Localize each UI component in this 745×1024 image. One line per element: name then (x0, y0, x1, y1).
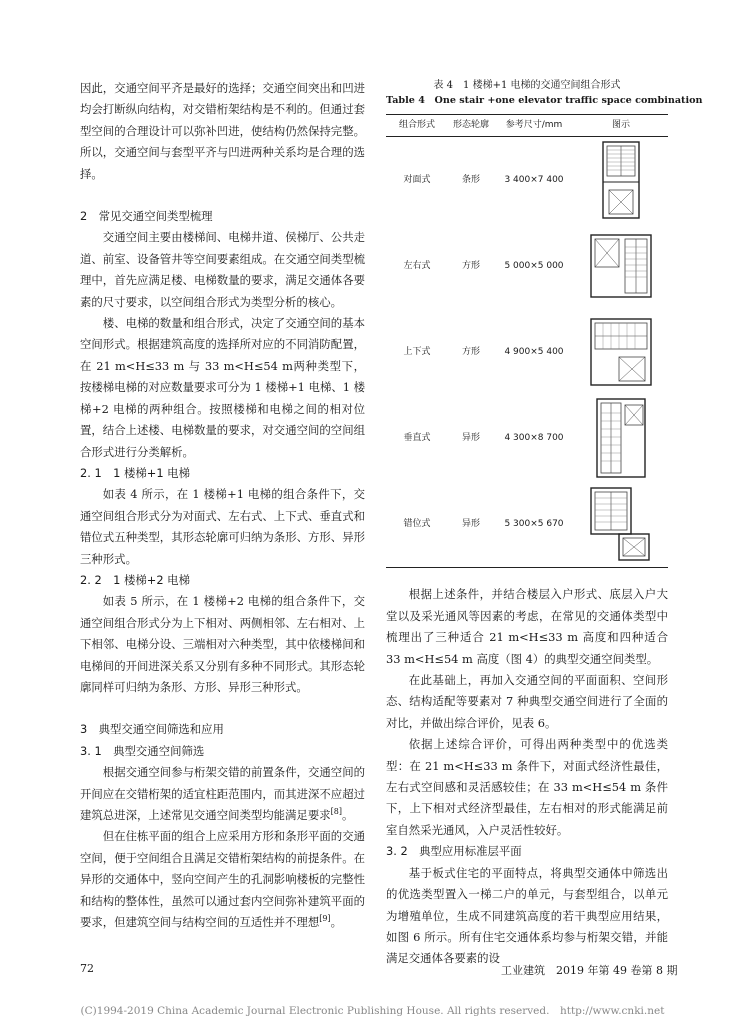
section-heading: 2 常见交通空间类型梳理 (80, 209, 213, 224)
diagram-cell (574, 309, 668, 395)
size-cell: 3 400×7 400 (504, 174, 564, 185)
left-right-plan-diagram (589, 233, 653, 299)
header-cell: 形态轮廓 (448, 115, 494, 137)
diagram-cell (574, 223, 668, 309)
subsection-heading: 2. 2 1 楼梯+2 电梯 (80, 572, 190, 587)
paragraph: 因此，交通空间平齐是最好的选择；交通空间突出和凹进均会打断纵向结构，对交错桁架结构是不利的。但通过套型空间的合理设计可以弥补凹进，使结构仍然保持完整。所以，交通空间与套型平齐与凹进两种关系均是合理的选择。 (80, 81, 365, 181)
subsection-heading: 3. 1 典型交通空间筛选 (80, 743, 205, 758)
diagram-cell (574, 395, 668, 481)
left-column (80, 78, 365, 933)
outline-cell: 异形 (448, 481, 494, 568)
paragraph: 基于板式住宅的平面特点，将典型交通体中筛选出的优选类型置入一梯二户的单元，与套型组合，以单元为增殖单位，生成不同建筑高度的若干典型应用结果，如图 6 所示。所有住宅交通体系均参与桁架交错，并能满足交通体各要素的设 (386, 865, 668, 966)
size-cell: 5 000×5 000 (504, 260, 564, 271)
diagram-cell (574, 481, 668, 568)
paragraph (80, 762, 365, 826)
opposite-plan-diagram (601, 140, 641, 220)
outline-cell: 条形 (461, 174, 480, 185)
table-row (386, 223, 668, 309)
paragraph-end: 。 (330, 915, 342, 930)
outline-cell: 方形 (461, 346, 480, 357)
form-cell: 垂直式 (403, 432, 431, 443)
form-cell: 错位式 (386, 481, 448, 568)
table-row (386, 309, 668, 395)
form-cell: 对面式 (403, 174, 431, 185)
diagram-cell (574, 137, 668, 224)
staggered-plan-diagram (589, 486, 653, 562)
subsection-heading: 2. 1 1 楼梯+1 电梯 (80, 465, 190, 480)
paragraph: 如表 5 所示，在 1 楼梯+2 电梯的组合条件下，交通空间组合形式分为上下相对、两侧相邻、左右相对、上下相邻、电梯分设、三端相对六种类型，其中依楼梯间和电梯间的开间进深关系又分别有多种不同形式。其形态轮廓同样可归纳为条形、方形、异形三种形式。 (80, 594, 365, 694)
table-4 (386, 114, 668, 568)
section-heading: 3 典型交通空间筛选和应用 (80, 722, 224, 737)
header-cell: 组合形式 (386, 115, 448, 137)
vertical-plan-diagram (595, 397, 647, 479)
paragraph: 交通空间主要由楼梯间、电梯井道、侯梯厅、公共走道、前室、设备管井等空间要素组成。在交通空间类型梳理中，首先应满足楼、电梯数量的要求，满足交通体各要素的尺寸要求，以空间组合形式为类型分析的核心。 (80, 230, 365, 309)
subsection-heading: 3. 2 典型应用标准层平面 (386, 844, 522, 859)
paragraph-text: 根据交通空间参与桁架交错的前置条件，交通空间的开间应在交错桁架的适宜柱距范围内，而其进深不应超过建筑总进深，上述常见交通空间类型均能满足要求 (80, 765, 365, 822)
outline-cell: 异形 (461, 432, 480, 443)
copyright-notice: (C)1994-2019 China Academic Journal Electronic Publishing House. All rights reserved. http://www.cnki.net (80, 1005, 665, 1017)
right-column (386, 78, 703, 970)
size-cell: 5 300×5 670 (494, 481, 574, 568)
size-cell: 4 300×8 700 (504, 432, 564, 443)
citation: [9] (319, 914, 331, 924)
table-row (386, 395, 668, 481)
paragraph: 如表 4 所示，在 1 楼梯+1 电梯的组合条件下，交通空间组合形式分为对面式、左右式、上下式、垂直式和错位式五种类型，其形态轮廓可归纳为条形、方形、异形三种形式。 (80, 487, 365, 566)
top-bottom-plan-diagram (589, 317, 653, 387)
table-caption-en: Table 4 One stair +one elevator traffic space combination (386, 95, 703, 106)
paragraph: 在此基础上，再加入交通空间的平面面积、空间形态、结构适配等要素对 7 种典型交通空间进行了全面的对比，并做出综合评价，见表 6。 (386, 673, 668, 730)
table-row (386, 137, 668, 224)
paragraph: 依据上述综合评价，可得出两种类型中的优选类型：在 21 m<H≤33 m 条件下，对面式经济性最佳，左右式空间感和灵活感较佳；在 33 m<H≤54 m 条件下，上下相对式经济型最佳，左右相对的形式能满足前室自然采光通风，入户灵活性较好。 (386, 737, 668, 837)
header-cell: 图示 (574, 115, 668, 137)
size-cell: 4 900×5 400 (504, 346, 564, 357)
header-cell: 参考尺寸/mm (494, 115, 574, 137)
paragraph-end: 。 (341, 808, 354, 822)
paragraph: 楼、电梯的数量和组合形式，决定了交通空间的基本空间形式。根据建筑高度的选择所对应的不同消防配置，在 21 m<H≤33 m 与 33 m<H≤54 m两种类型下，按楼梯电梯的对应数量要求可分为 1 楼梯+1 电梯、1 楼梯+2 电梯的两种组合。按照楼梯和电梯之间的相对位置，结合上述楼、电梯数量的要求，对交通空间的空间组合形式进行分类解析。 (80, 316, 365, 459)
journal-info: 工业建筑 2019 年第 49 卷第 8 期 (501, 964, 678, 977)
paragraph (80, 826, 365, 933)
form-cell: 上下式 (403, 346, 431, 357)
paragraph: 根据上述条件，并结合楼层入户形式、底层入户大堂以及采光通风等因素的考虑，在常见的交通体类型中梳理出了三种适合 21 m<H≤33 m 高度和四种适合 33 m<H≤54 m 高度（图 4）的典型交通空间类型。 (386, 587, 668, 666)
page-number: 72 (80, 962, 94, 975)
table-header-row (386, 115, 668, 137)
form-cell: 左右式 (403, 260, 431, 271)
table-row (386, 481, 668, 568)
citation: [8] (330, 807, 342, 817)
table-caption-cn: 表 4 1 楼梯+1 电梯的交通空间组合形式 (433, 80, 621, 91)
outline-cell: 方形 (461, 260, 480, 271)
paragraph-text: 但在住栋平面的组合上应采用方形和条形平面的交通空间，便于空间组合且满足交错桁架结构的前提条件。在异形的交通体中，竖向空间产生的孔洞影响楼板的完整性和结构的整体性，虽然可以通过套内空间弥补建筑平面的要求，但建筑空间与结构空间的互适性并不理想 (80, 829, 365, 930)
